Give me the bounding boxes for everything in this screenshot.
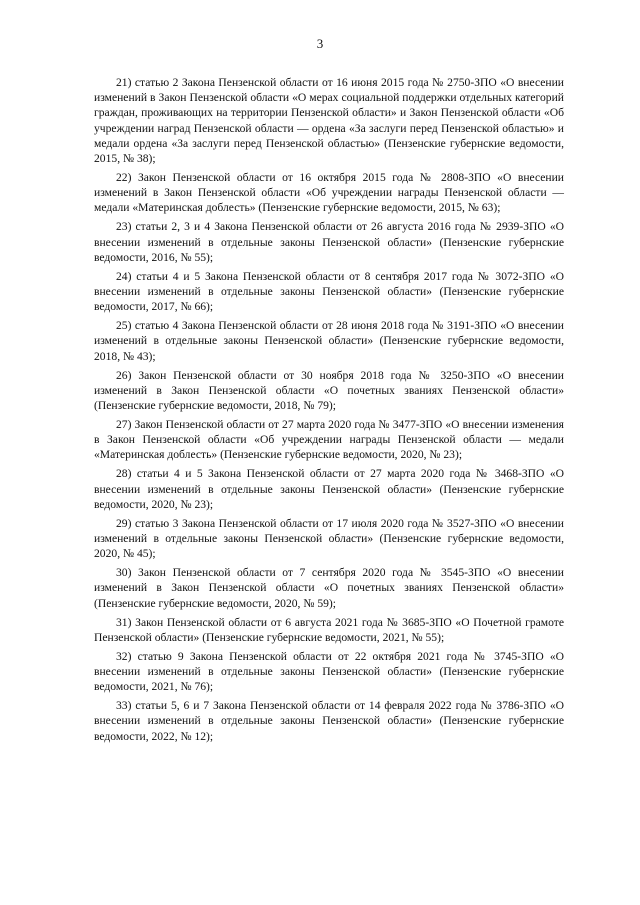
list-item-28: 28) статьи 4 и 5 Закона Пензенской области от 27 марта 2020 года № 3468-ЗПО «О внесении изменений в отдельные законы Пензенской области» (Пензенские губернские ведомости, 2020, № 23); — [94, 467, 564, 511]
list-item-30: 30) Закон Пензенской области от 7 сентября 2020 года № 3545-ЗПО «О внесении изменений в Закон Пензенской области «О почетных званиях Пензенской области» (Пензенские губернские ведомости, 2020, № 59); — [94, 566, 564, 610]
list-item-32: 32) статью 9 Закона Пензенской области от 22 октября 2021 года № 3745-ЗПО «О внесении изменений в отдельные законы Пензенской области» (Пензенские губернские ведомости, 2021, № 76); — [94, 649, 564, 694]
list-item-31: 31) Закон Пензенской области от 6 августа 2021 года № 3685-ЗПО «О Почетной грамоте Пензенской области» (Пензенские губернские ведомости, 2021, № 55); — [94, 615, 564, 644]
list-item-22: 22) Закон Пензенской области от 16 октября 2015 года № 2808-ЗПО «О внесении изменений в Закон Пензенской области «Об учреждении награды Пензенской области — медали «Материнская доблесть» (Пензенские губернские ведомости, 2015, № 63); — [94, 171, 564, 215]
list-item-26: 26) Закон Пензенской области от 30 ноября 2018 года № 3250-ЗПО «О внесении изменений в Закон Пензенской области «О почетных званиях Пензенской области» (Пензенские губернские ведомости, 2018, № 79); — [94, 368, 564, 413]
document-body — [94, 75, 564, 748]
list-item-29: 29) статью 3 Закона Пензенской области от 17 июля 2020 года № 3527-ЗПО «О внесении изменений в отдельные законы Пензенской области» (Пензенские губернские ведомости, 2020, № 45); — [94, 516, 564, 561]
list-item-24: 24) статьи 4 и 5 Закона Пензенской области от 8 сентября 2017 года № 3072-ЗПО «О внесении изменений в отдельные законы Пензенской области» (Пензенские губернские ведомости, 2017, № 66); — [94, 269, 564, 314]
list-item-27: 27) Закон Пензенской области от 27 марта 2020 года № 3477-ЗПО «О внесении изменения в Закон Пензенской области «Об учреждении награды Пензенской области — медали «Материнская доблесть» (Пензенские губернские ведомости, 2020, № 23); — [94, 418, 564, 462]
list-item-33: 33) статьи 5, 6 и 7 Закона Пензенской области от 14 февраля 2022 года № 3786-ЗПО «О внесении изменений в отдельные законы Пензенской области» (Пензенские губернские ведомости, 2022, № 12); — [94, 699, 564, 743]
list-item-23: 23) статьи 2, 3 и 4 Закона Пензенской области от 26 августа 2016 года № 2939-ЗПО «О внесении изменений в отдельные законы Пензенской области» (Пензенские губернские ведомости, 2016, № 55); — [94, 220, 564, 264]
list-item-21: 21) статью 2 Закона Пензенской области от 16 июня 2015 года № 2750-ЗПО «О внесении изменений в Закон Пензенской области «О мерах социальной поддержки отдельных категорий граждан, проживающих на территории Пензенской области» и Закон Пензенской области «Об учреждении наград Пензенской области — ордена «За заслуги перед Пензенской областью» и медали ордена «За заслуги перед Пензенской областью» (Пензенские губернские ведомости, 2015, № 38); — [94, 76, 564, 166]
page-number: 3 — [316, 36, 324, 51]
list-item-25: 25) статью 4 Закона Пензенской области от 28 июня 2018 года № 3191-ЗПО «О внесении изменений в отдельные законы Пензенской области» (Пензенские губернские ведомости, 2018, № 43); — [94, 319, 564, 363]
